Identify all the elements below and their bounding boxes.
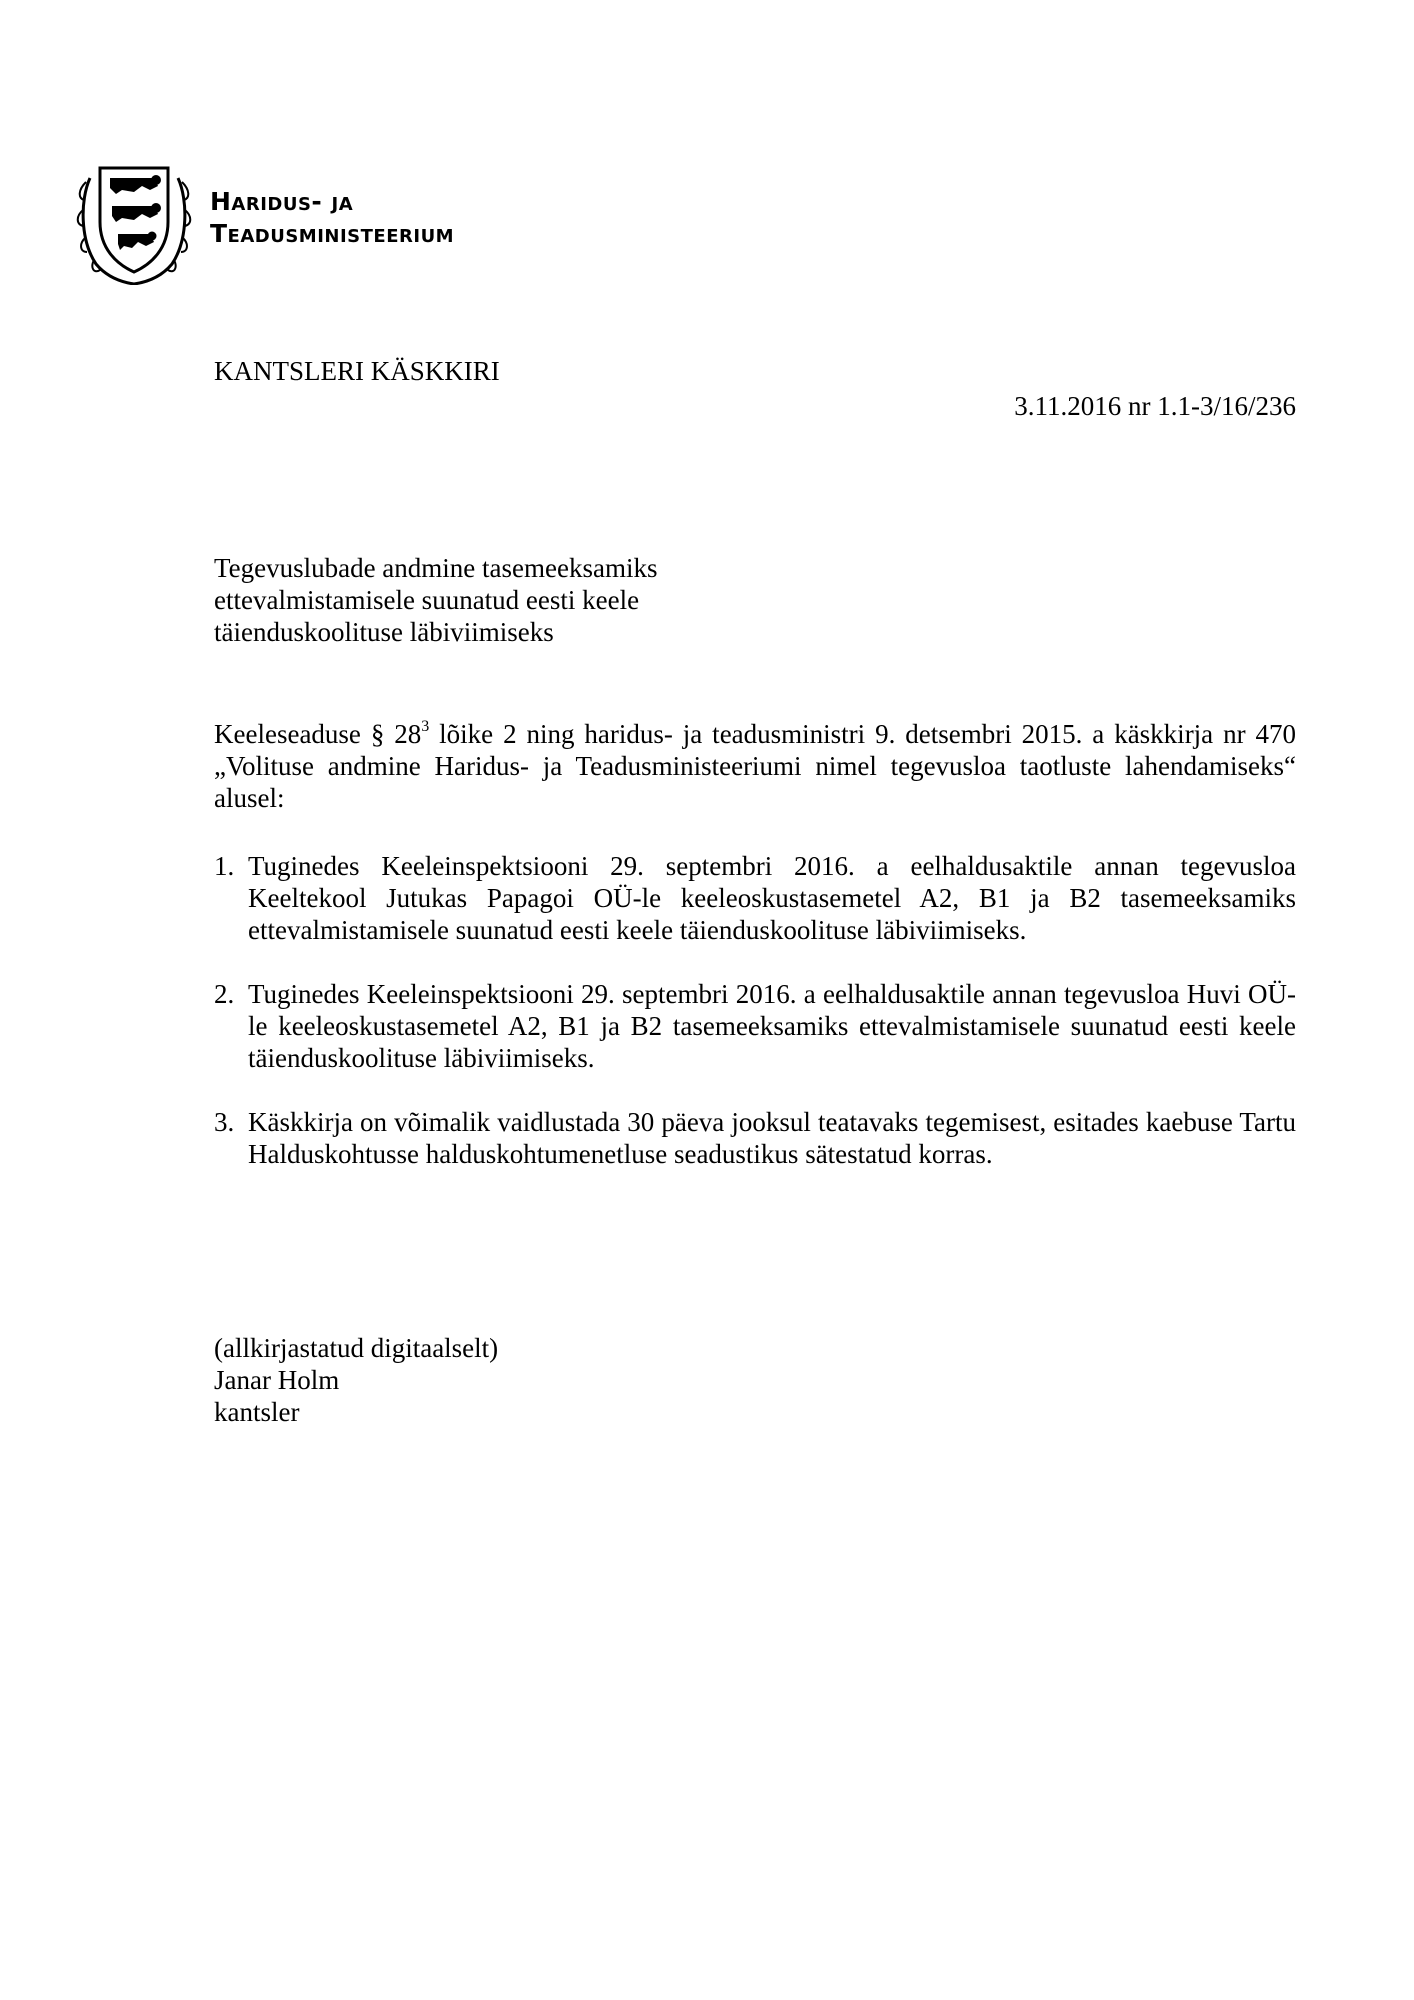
ministry-name-line1: Haridus- ja	[210, 187, 354, 216]
coat-of-arms-icon	[76, 160, 192, 285]
subject-line: Tegevuslubade andmine tasemeeksamiks	[214, 553, 658, 583]
item-text: Tuginedes Keeleinspektsiooni 29. septembri 2016. a eelhaldusaktile annan tegevusloa Keeltekool Jutukas Papagoi OÜ-le keeleoskustasemetel A2, B1 ja B2 tasemeeksamiks ettevalmistamisele suunatud eesti keele täienduskoolituse läbiviimiseks.	[248, 851, 1296, 945]
list-item	[214, 850, 1296, 946]
item-text: Käskkirja on võimalik vaidlustada 30 päeva jooksul teatavaks tegemisest, esitades kaebuse Tartu Halduskohtusse halduskohtumenetluse seadustikus sätestatud korras.	[248, 1107, 1296, 1169]
section-superscript: 3	[421, 718, 430, 735]
signature-note: (allkirjastatud digitaalselt)	[214, 1333, 499, 1363]
item-number: 1.	[214, 851, 235, 881]
document-reference: 3.11.2016 nr 1.1-3/16/236	[1014, 391, 1296, 421]
subject-line: täienduskoolituse läbiviimiseks	[214, 617, 554, 647]
ministry-logo	[76, 160, 476, 285]
preamble-rest: lõike 2 ning haridus- ja teadusministri 9. detsembri 2015. a käskkirja nr 470 „Volituse andmine Haridus- ja Teadusministeeriumi nimel tegevusloa taotluste lahendamiseks“ alusel:	[214, 719, 1296, 813]
list-item	[214, 978, 1296, 1074]
decision-list	[214, 850, 1296, 1202]
list-item	[214, 1106, 1296, 1170]
preamble-start: Keeleseaduse § 28	[214, 719, 422, 749]
ministry-name-line2: Teadusministeerium	[210, 219, 455, 248]
ministry-name	[210, 186, 454, 250]
legal-basis-paragraph	[214, 718, 1296, 814]
document-subject	[214, 552, 814, 648]
signatory-title: kantsler	[214, 1397, 300, 1427]
subject-line: ettevalmistamisele suunatud eesti keele	[214, 585, 640, 615]
item-text: Tuginedes Keeleinspektsiooni 29. septembri 2016. a eelhaldusaktile annan tegevusloa Huvi OÜ-le keeleoskustasemetel A2, B1 ja B2 tasemeeksamiks ettevalmistamisele suunatud eesti keele täienduskoolituse läbiviimiseks.	[248, 979, 1296, 1073]
document-type: KANTSLERI KÄSKKIRI	[214, 356, 500, 386]
item-number: 3.	[214, 1107, 235, 1137]
item-number: 2.	[214, 979, 235, 1009]
signature-block	[214, 1332, 498, 1428]
signatory-name: Janar Holm	[214, 1365, 340, 1395]
